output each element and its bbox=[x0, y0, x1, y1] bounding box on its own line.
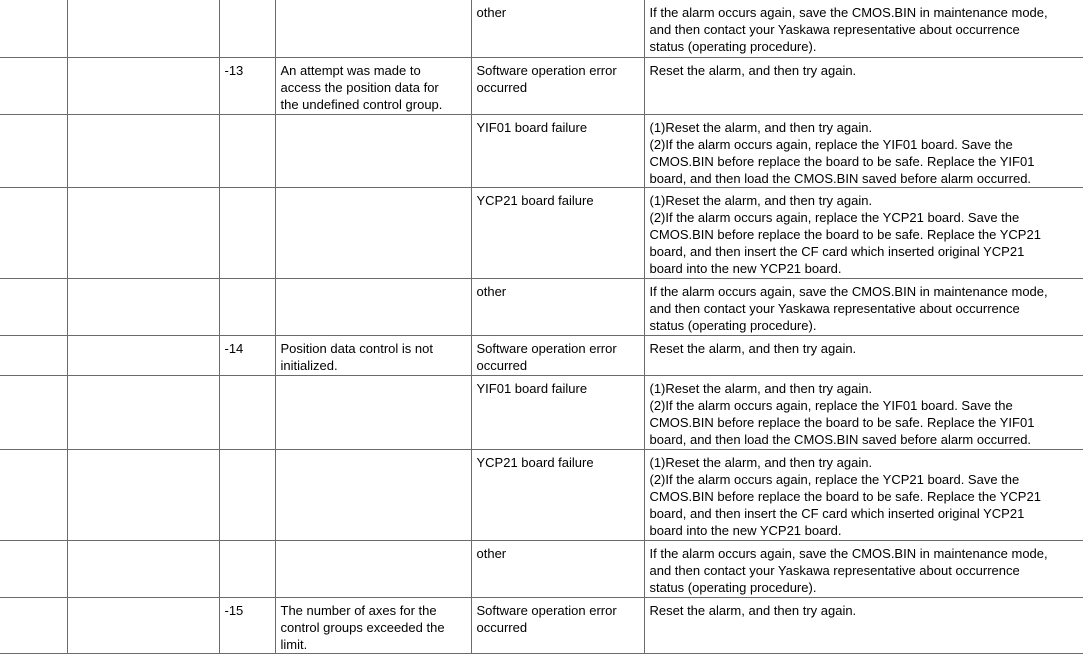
text-line: (1)Reset the alarm, and then try again. bbox=[649, 454, 873, 470]
text-line: YIF01 board failure bbox=[476, 380, 588, 396]
text-line: other bbox=[476, 5, 507, 20]
alarm-name-cell bbox=[67, 57, 219, 114]
remedy-cell bbox=[644, 375, 1083, 449]
text-line: status (operating procedure). bbox=[649, 579, 817, 595]
text-line: If the alarm occurs again, save the CMOS.BIN in maintenance mode, bbox=[649, 545, 1048, 561]
meaning-cell bbox=[275, 187, 471, 278]
alarm-name-cell bbox=[67, 114, 219, 187]
text-line: board, and then load the CMOS.BIN saved before alarm occurred. bbox=[649, 170, 1032, 186]
text-line: occurred bbox=[476, 357, 528, 373]
text-line: (2)If the alarm occurs again, replace the YCP21 board. Save the bbox=[649, 209, 1020, 225]
remedy-cell bbox=[644, 278, 1083, 335]
remedy-cell bbox=[644, 0, 1083, 57]
alarm-number-cell bbox=[0, 540, 67, 597]
alarm-number-cell bbox=[0, 278, 67, 335]
text-line: CMOS.BIN before replace the board to be safe. Replace the YCP21 bbox=[649, 488, 1041, 504]
meaning-cell bbox=[275, 0, 471, 57]
subcode-text: -15 bbox=[224, 602, 244, 618]
alarm-number-cell bbox=[0, 57, 67, 114]
text-line: control groups exceeded the bbox=[280, 619, 445, 635]
text-line: Software operation error bbox=[476, 602, 617, 618]
cause-cell bbox=[471, 449, 644, 540]
alarm-name-cell bbox=[67, 540, 219, 597]
text-line: board into the new YCP21 board. bbox=[649, 260, 842, 276]
remedy-cell bbox=[644, 114, 1083, 187]
text-line: occurred bbox=[476, 79, 528, 95]
table-row bbox=[0, 597, 1083, 653]
text-line: occurred bbox=[476, 619, 528, 635]
text-line: CMOS.BIN before replace the board to be safe. Replace the YIF01 bbox=[649, 153, 1035, 169]
subcode-text: -13 bbox=[224, 62, 244, 78]
table-row bbox=[0, 114, 1083, 187]
subcode-cell bbox=[219, 0, 275, 57]
meaning-cell bbox=[275, 540, 471, 597]
meaning-cell bbox=[275, 597, 471, 653]
alarm-number-cell bbox=[0, 187, 67, 278]
text-line: (1)Reset the alarm, and then try again. bbox=[649, 192, 873, 208]
text-line: other bbox=[476, 283, 507, 299]
alarm-name-cell bbox=[67, 0, 219, 57]
text-line: Position data control is not bbox=[280, 340, 433, 356]
text-line: Reset the alarm, and then try again. bbox=[649, 602, 857, 618]
subcode-cell bbox=[219, 114, 275, 187]
text-line: and then contact your Yaskawa representative about occurrence bbox=[649, 22, 1020, 37]
text-line: If the alarm occurs again, save the CMOS.BIN in maintenance mode, bbox=[649, 283, 1048, 299]
alarm-name-cell bbox=[67, 449, 219, 540]
text-line: board, and then load the CMOS.BIN saved before alarm occurred. bbox=[649, 431, 1032, 447]
subcode-cell bbox=[219, 187, 275, 278]
text-line: YIF01 board failure bbox=[476, 119, 588, 135]
text-line: Reset the alarm, and then try again. bbox=[649, 340, 857, 356]
table-row bbox=[0, 335, 1083, 375]
cause-cell bbox=[471, 540, 644, 597]
text-line: board, and then insert the CF card which inserted original YCP21 bbox=[649, 243, 1025, 259]
table-row bbox=[0, 278, 1083, 335]
alarm-name-cell bbox=[67, 278, 219, 335]
table-row bbox=[0, 0, 1083, 57]
table-row bbox=[0, 187, 1083, 278]
table-row bbox=[0, 449, 1083, 540]
text-line: YCP21 board failure bbox=[476, 192, 594, 208]
text-line: CMOS.BIN before replace the board to be safe. Replace the YCP21 bbox=[649, 226, 1041, 242]
text-line: Software operation error bbox=[476, 340, 617, 356]
text-line: status (operating procedure). bbox=[649, 317, 817, 333]
text-line: the undefined control group. bbox=[280, 96, 443, 112]
alarm-number-cell bbox=[0, 375, 67, 449]
meaning-cell bbox=[275, 449, 471, 540]
text-line: If the alarm occurs again, save the CMOS.BIN in maintenance mode, bbox=[649, 5, 1048, 20]
meaning-cell bbox=[275, 375, 471, 449]
cause-cell bbox=[471, 335, 644, 375]
table-row bbox=[0, 57, 1083, 114]
subcode-cell bbox=[219, 597, 275, 653]
cause-cell bbox=[471, 187, 644, 278]
text-line: and then contact your Yaskawa representative about occurrence bbox=[649, 562, 1020, 578]
meaning-cell bbox=[275, 335, 471, 375]
table-row bbox=[0, 540, 1083, 597]
remedy-cell bbox=[644, 187, 1083, 278]
meaning-cell bbox=[275, 57, 471, 114]
meaning-cell bbox=[275, 278, 471, 335]
subcode-cell bbox=[219, 375, 275, 449]
text-line: board into the new YCP21 board. bbox=[649, 522, 842, 538]
text-line: access the position data for bbox=[280, 79, 439, 95]
alarm-number-cell bbox=[0, 0, 67, 57]
alarm-name-cell bbox=[67, 597, 219, 653]
subcode-cell bbox=[219, 335, 275, 375]
remedy-cell bbox=[644, 540, 1083, 597]
cause-cell bbox=[471, 0, 644, 57]
alarm-number-cell bbox=[0, 335, 67, 375]
text-line: (1)Reset the alarm, and then try again. bbox=[649, 380, 873, 396]
meaning-cell bbox=[275, 114, 471, 187]
remedy-cell bbox=[644, 449, 1083, 540]
remedy-cell bbox=[644, 57, 1083, 114]
text-line: other bbox=[476, 545, 507, 561]
alarm-name-cell bbox=[67, 335, 219, 375]
alarm-name-cell bbox=[67, 187, 219, 278]
text-line: Software operation error bbox=[476, 62, 617, 78]
remedy-cell bbox=[644, 597, 1083, 653]
text-line: (2)If the alarm occurs again, replace the YCP21 board. Save the bbox=[649, 471, 1020, 487]
subcode-cell bbox=[219, 449, 275, 540]
text-line: Reset the alarm, and then try again. bbox=[649, 62, 857, 78]
alarm-name-cell bbox=[67, 375, 219, 449]
text-line: The number of axes for the bbox=[280, 602, 437, 618]
text-line: limit. bbox=[280, 636, 308, 652]
cause-cell bbox=[471, 57, 644, 114]
subcode-cell bbox=[219, 57, 275, 114]
text-line: (1)Reset the alarm, and then try again. bbox=[649, 119, 873, 135]
text-line: status (operating procedure). bbox=[649, 39, 817, 54]
alarm-number-cell bbox=[0, 597, 67, 653]
table-row bbox=[0, 375, 1083, 449]
alarm-number-cell bbox=[0, 114, 67, 187]
text-line: and then contact your Yaskawa representative about occurrence bbox=[649, 300, 1020, 316]
text-line: board, and then insert the CF card which inserted original YCP21 bbox=[649, 505, 1025, 521]
cause-cell bbox=[471, 375, 644, 449]
text-line: CMOS.BIN before replace the board to be safe. Replace the YIF01 bbox=[649, 414, 1035, 430]
remedy-cell bbox=[644, 335, 1083, 375]
text-line: YCP21 board failure bbox=[476, 454, 594, 470]
text-line: An attempt was made to bbox=[280, 62, 421, 78]
text-line: initialized. bbox=[280, 357, 338, 373]
subcode-cell bbox=[219, 278, 275, 335]
subcode-cell bbox=[219, 540, 275, 597]
alarm-number-cell bbox=[0, 449, 67, 540]
cause-cell bbox=[471, 278, 644, 335]
text-line: (2)If the alarm occurs again, replace the YIF01 board. Save the bbox=[649, 136, 1013, 152]
text-line: (2)If the alarm occurs again, replace the YIF01 board. Save the bbox=[649, 397, 1013, 413]
cause-cell bbox=[471, 114, 644, 187]
cause-cell bbox=[471, 597, 644, 653]
subcode-text: -14 bbox=[224, 340, 244, 356]
